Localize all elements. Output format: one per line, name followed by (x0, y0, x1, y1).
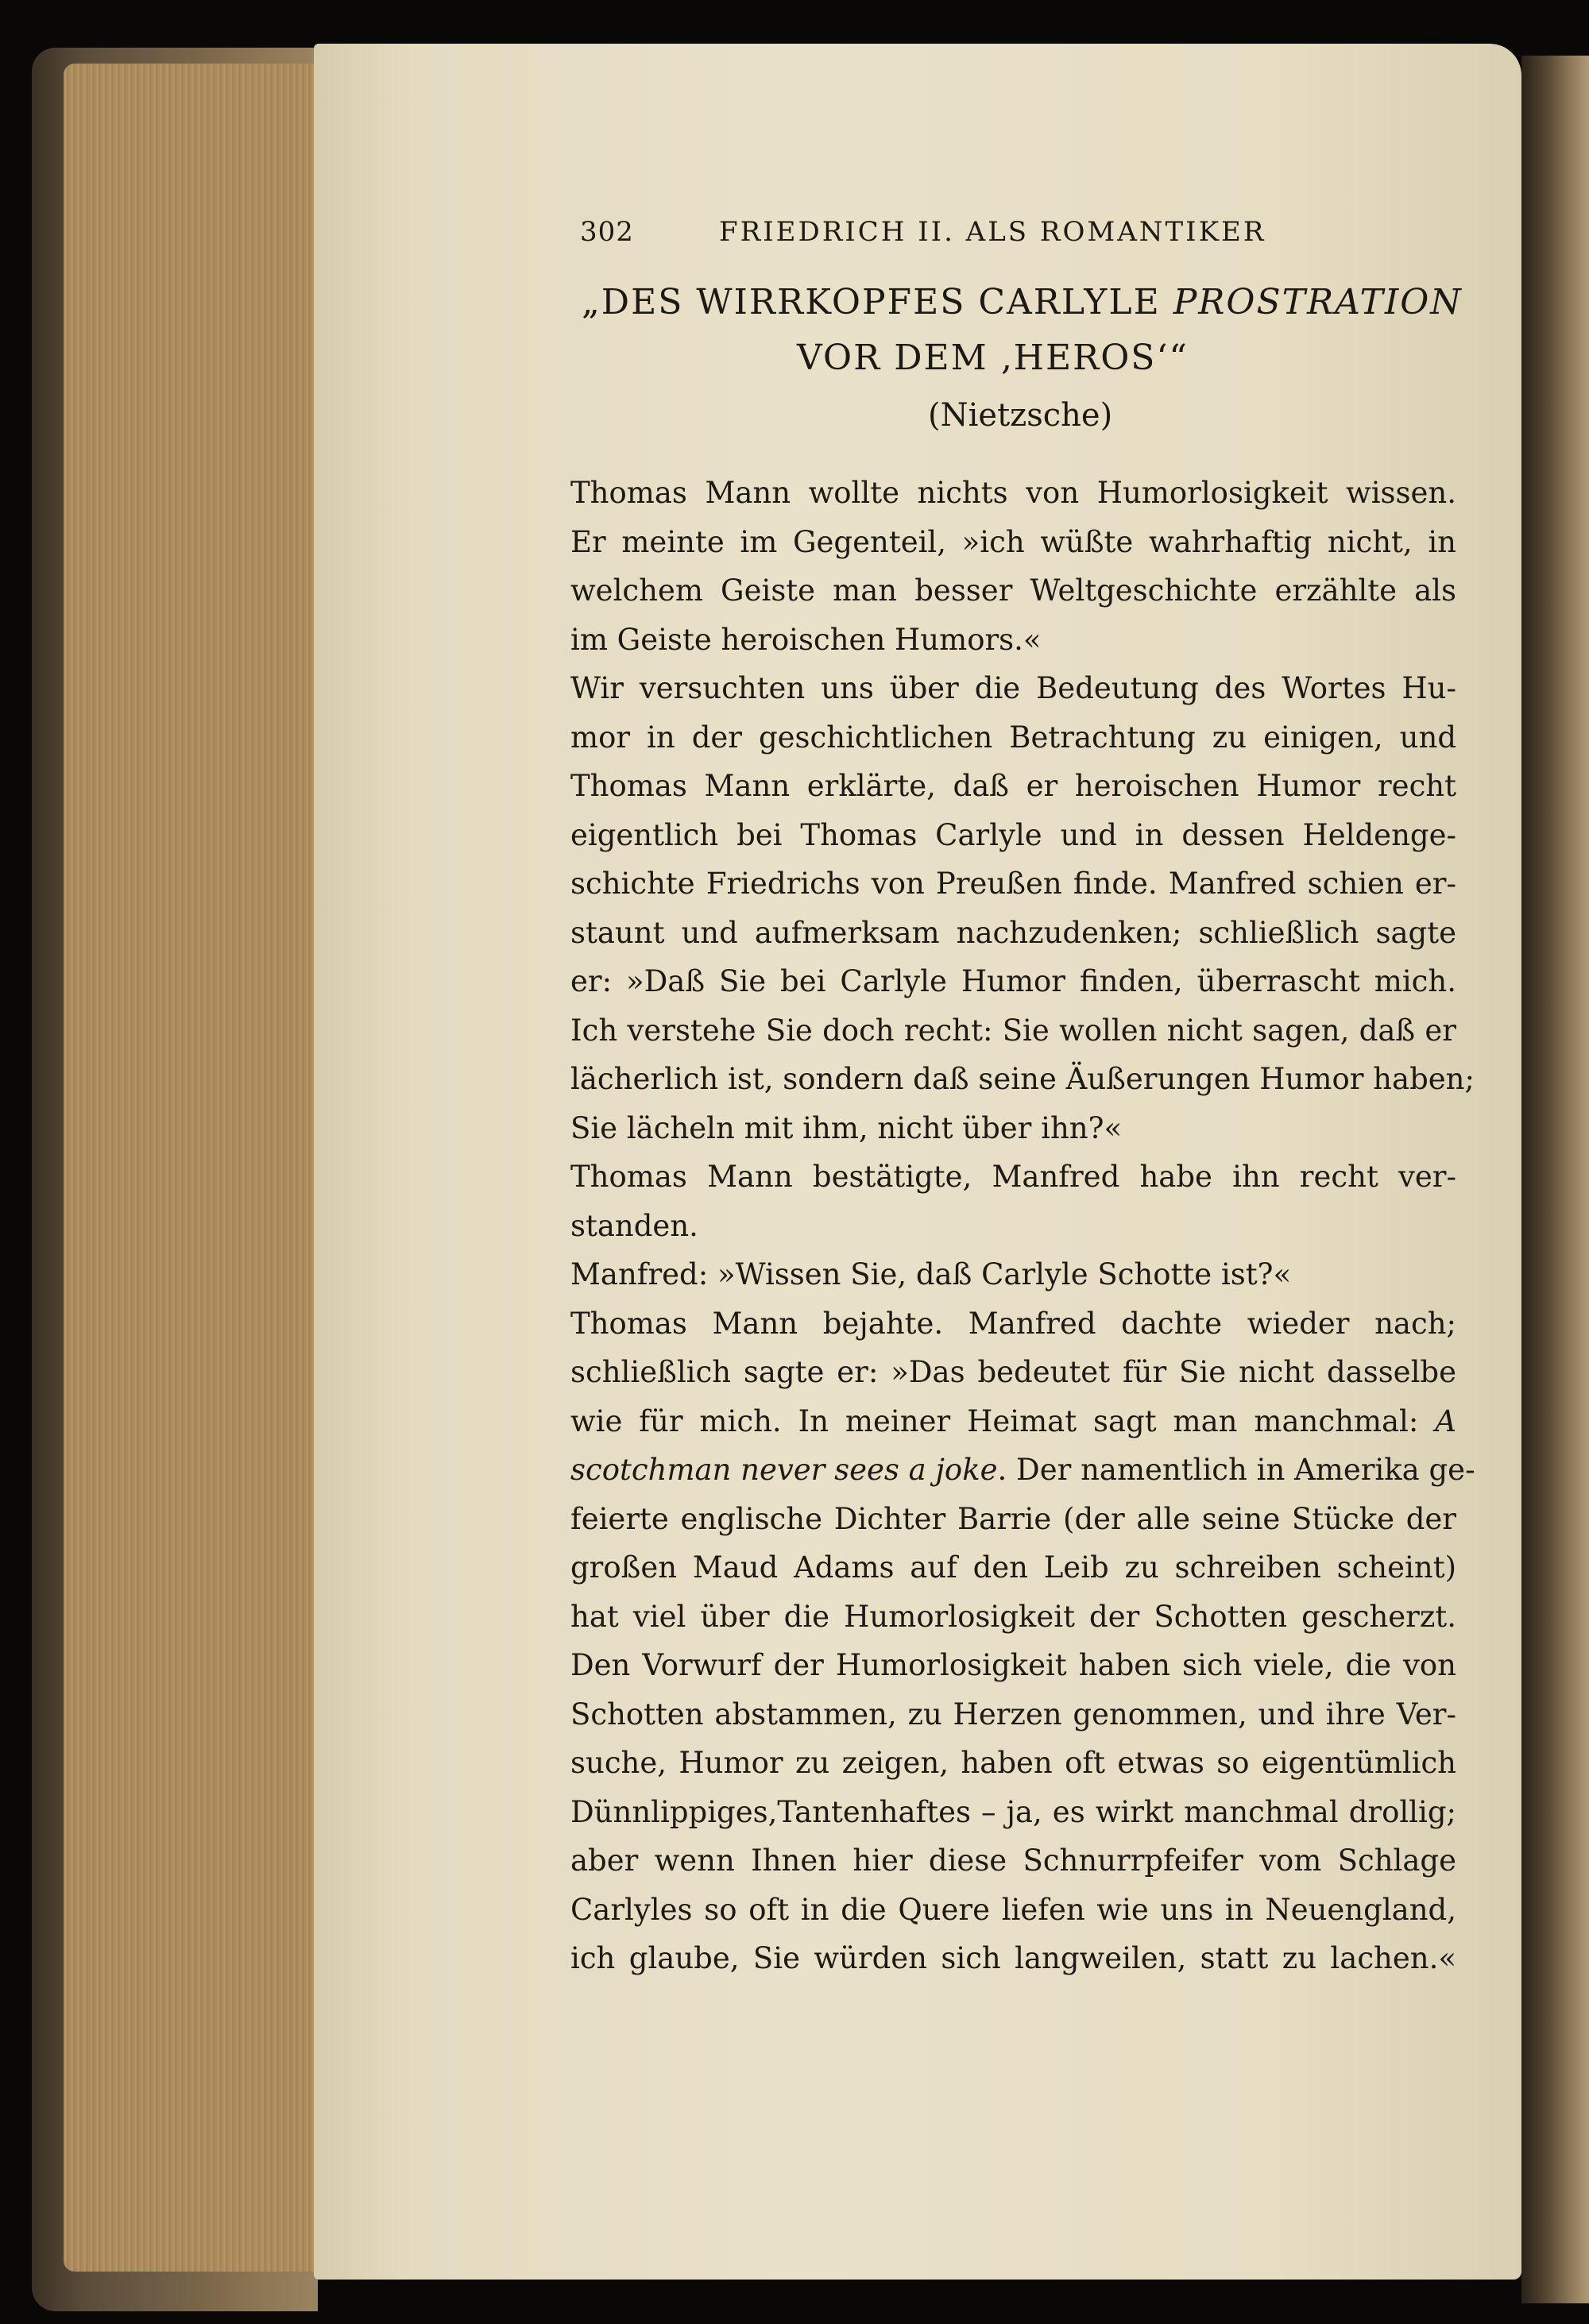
heading-italic: PROSTRATION (1173, 282, 1463, 322)
heading-roman: „DES WIRRKOPFES CARLYLE (582, 282, 1173, 322)
text-line: großen Maud Adams auf den Leib zu schreiben scheint) (570, 1550, 1456, 1585)
text-line: schichte Friedrichs von Preußen finde. Manfred schien er- (570, 867, 1456, 901)
text-line: feierte englische Dichter Barrie (der alle seine Stücke der (570, 1501, 1456, 1536)
text-line: eigentlich bei Thomas Carlyle und in dessen Heldenge- (570, 817, 1456, 852)
chapter-heading-line-1 (582, 282, 1463, 322)
text-run: wie für mich. In meiner Heimat sagt man manchmal: (570, 1403, 1436, 1438)
text-run-italic: A (1435, 1403, 1456, 1438)
text-line: standen. (570, 1208, 698, 1243)
running-title: FRIEDRICH II. ALS ROMANTIKER (719, 216, 1266, 248)
text-line: Thomas Mann bestätigte, Manfred habe ihn recht ver- (570, 1160, 1456, 1194)
text-run: . Der namentlich in Amerika ge- (997, 1453, 1475, 1487)
text-line (570, 1446, 1475, 1495)
text-line: ich glaube, Sie würden sich langweilen, statt zu lachen.« (570, 1941, 1456, 1975)
next-page-edge (1521, 56, 1589, 2303)
chapter-heading-attribution: (Nietzsche) (928, 397, 1113, 434)
text-line: Schotten abstammen, zu Herzen genommen, und ihre Ver- (570, 1697, 1456, 1731)
text-line: Wir versuchten uns über die Bedeutung des Wortes Hu- (570, 671, 1456, 705)
text-line: hat viel über die Humorlosigkeit der Schotten gescherzt. (570, 1599, 1456, 1634)
text-line: Ich verstehe Sie doch recht: Sie wollen nicht sagen, daß er (570, 1013, 1456, 1048)
text-line: Carlyles so oft in die Quere liefen wie uns in Neuengland, (570, 1892, 1456, 1927)
text-line: Thomas Mann bejahte. Manfred dachte wieder nach; (570, 1306, 1456, 1341)
text-line: Thomas Mann wollte nichts von Humorlosigkeit wissen. (570, 476, 1456, 510)
text-line: im Geiste heroischen Humors.« (570, 622, 1042, 657)
body-text (570, 469, 1475, 1983)
chapter-heading-line-2: VOR DEM ‚HEROS‘“ (797, 338, 1189, 378)
page-edges (64, 64, 318, 2272)
text-line: Dünnlippiges,Tantenhaftes – ja, es wirkt manchmal drollig; (570, 1794, 1456, 1829)
text-run-italic: scotchman never sees a joke (570, 1453, 998, 1487)
text-line: staunt und aufmerksam nachzudenken; schließlich sagte (570, 915, 1456, 950)
text-line: lächerlich ist, sondern daß seine Äußerungen Humor haben; (570, 1062, 1475, 1096)
text-line: Er meinte im Gegenteil, »ich wüßte wahrhaftig nicht, in (570, 524, 1456, 559)
text-line: er: »Daß Sie bei Carlyle Humor finden, überrascht mich. (570, 964, 1456, 998)
page-number: 302 (580, 216, 634, 248)
text-line: schließlich sagte er: »Das bedeutet für Sie nicht dasselbe (570, 1355, 1456, 1389)
text-line: Den Vorwurf der Humorlosigkeit haben sich viele, die von (570, 1648, 1456, 1682)
text-line: Manfred: »Wissen Sie, daß Carlyle Schotte ist?« (570, 1257, 1292, 1291)
text-line (570, 1397, 1456, 1446)
text-line: suche, Humor zu zeigen, haben oft etwas so eigentümlich (570, 1746, 1456, 1780)
text-line: Thomas Mann erklärte, daß er heroischen Humor recht (570, 769, 1456, 803)
text-line: Sie lächeln mit ihm, nicht über ihn?« (570, 1110, 1123, 1145)
text-line: mor in der geschichtlichen Betrachtung zu einigen, und (570, 720, 1456, 755)
text-line: aber wenn Ihnen hier diese Schnurrpfeifer vom Schlage (570, 1843, 1456, 1878)
text-line: welchem Geiste man besser Weltgeschichte erzählte als (570, 573, 1456, 608)
running-head (580, 216, 1382, 261)
